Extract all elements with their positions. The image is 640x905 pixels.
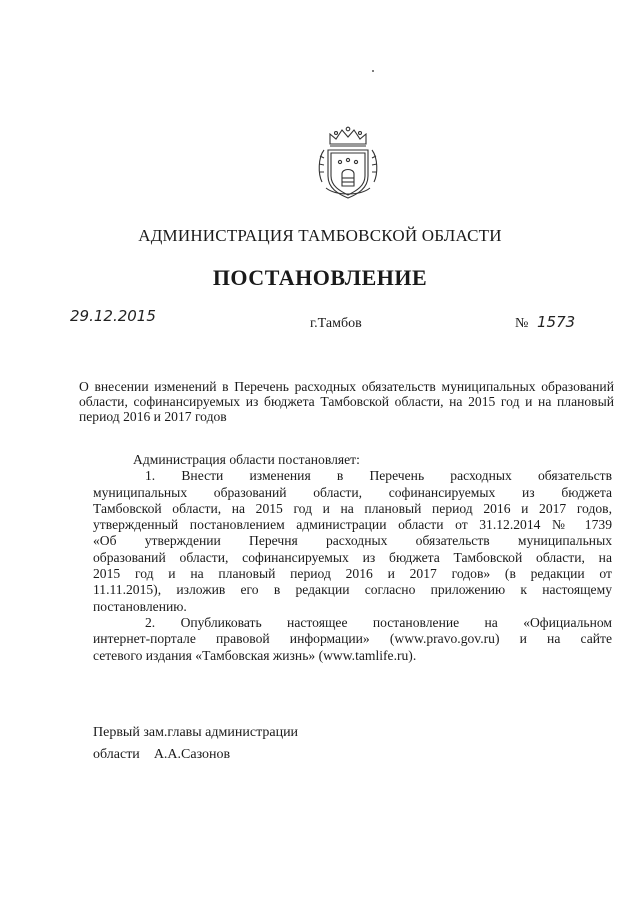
body-line: образований области, софинансируемых из бюджета Тамбовской области, на bbox=[93, 549, 612, 565]
document-city: г.Тамбов bbox=[310, 316, 362, 331]
body-line: муниципальных образований области, софинансируемых из бюджета bbox=[93, 484, 612, 500]
organization-title: АДМИНИСТРАЦИЯ ТАМБОВСКОЙ ОБЛАСТИ bbox=[138, 226, 502, 245]
body-line: утвержденный постановлением администрации области от 31.12.2014 № 1739 bbox=[93, 517, 612, 533]
signature-block bbox=[93, 722, 298, 766]
document-type-heading: ПОСТАНОВЛЕНИЕ bbox=[212, 265, 428, 290]
tambov-coat-of-arms-icon bbox=[316, 124, 380, 202]
body-line: «Об утверждении Перечня расходных обязательств муниципальных bbox=[93, 533, 612, 549]
body-line: 1. Внести изменения в Перечень расходных обязательств bbox=[145, 468, 612, 484]
body-line: 11.11.2015), изложив его в редакции согласно приложению к настоящему bbox=[93, 582, 612, 598]
body-line: Администрация области постановляет: bbox=[133, 452, 360, 467]
signature-line bbox=[93, 744, 298, 766]
document-number-label: № bbox=[515, 316, 529, 331]
body-line: интернет-портале правовой информации» (www.pravo.gov.ru) и на сайте bbox=[93, 631, 612, 647]
document-body bbox=[93, 452, 612, 664]
body-line: постановлению. bbox=[93, 598, 187, 614]
signature-position: Первый зам.главы администрации bbox=[93, 725, 299, 740]
scan-speck bbox=[372, 70, 374, 72]
body-line: 2015 год и на плановый период 2016 и 2017 годов» (в редакции от bbox=[93, 566, 612, 582]
document-subject: О внесении изменений в Перечень расходных обязательств муниципальных образований области, софинансируемых из бюджета Тамбовской области, на 2015 год и на плановый период 2016 и 2017 годов bbox=[79, 379, 614, 424]
document-date: 29.12.2015 bbox=[70, 307, 156, 325]
signature-region: области bbox=[93, 747, 140, 762]
document-number: 1573 bbox=[537, 313, 576, 331]
body-line: сетевого издания «Тамбовская жизнь» (www.tamlife.ru). bbox=[93, 647, 417, 663]
signature-name: А.А.Сазонов bbox=[153, 747, 231, 762]
body-line: Тамбовской области, на 2015 год и на плановый период 2016 и 2017 годов, bbox=[93, 500, 612, 516]
body-line: 2. Опубликовать настоящее постановление на «Официальном bbox=[145, 614, 612, 630]
